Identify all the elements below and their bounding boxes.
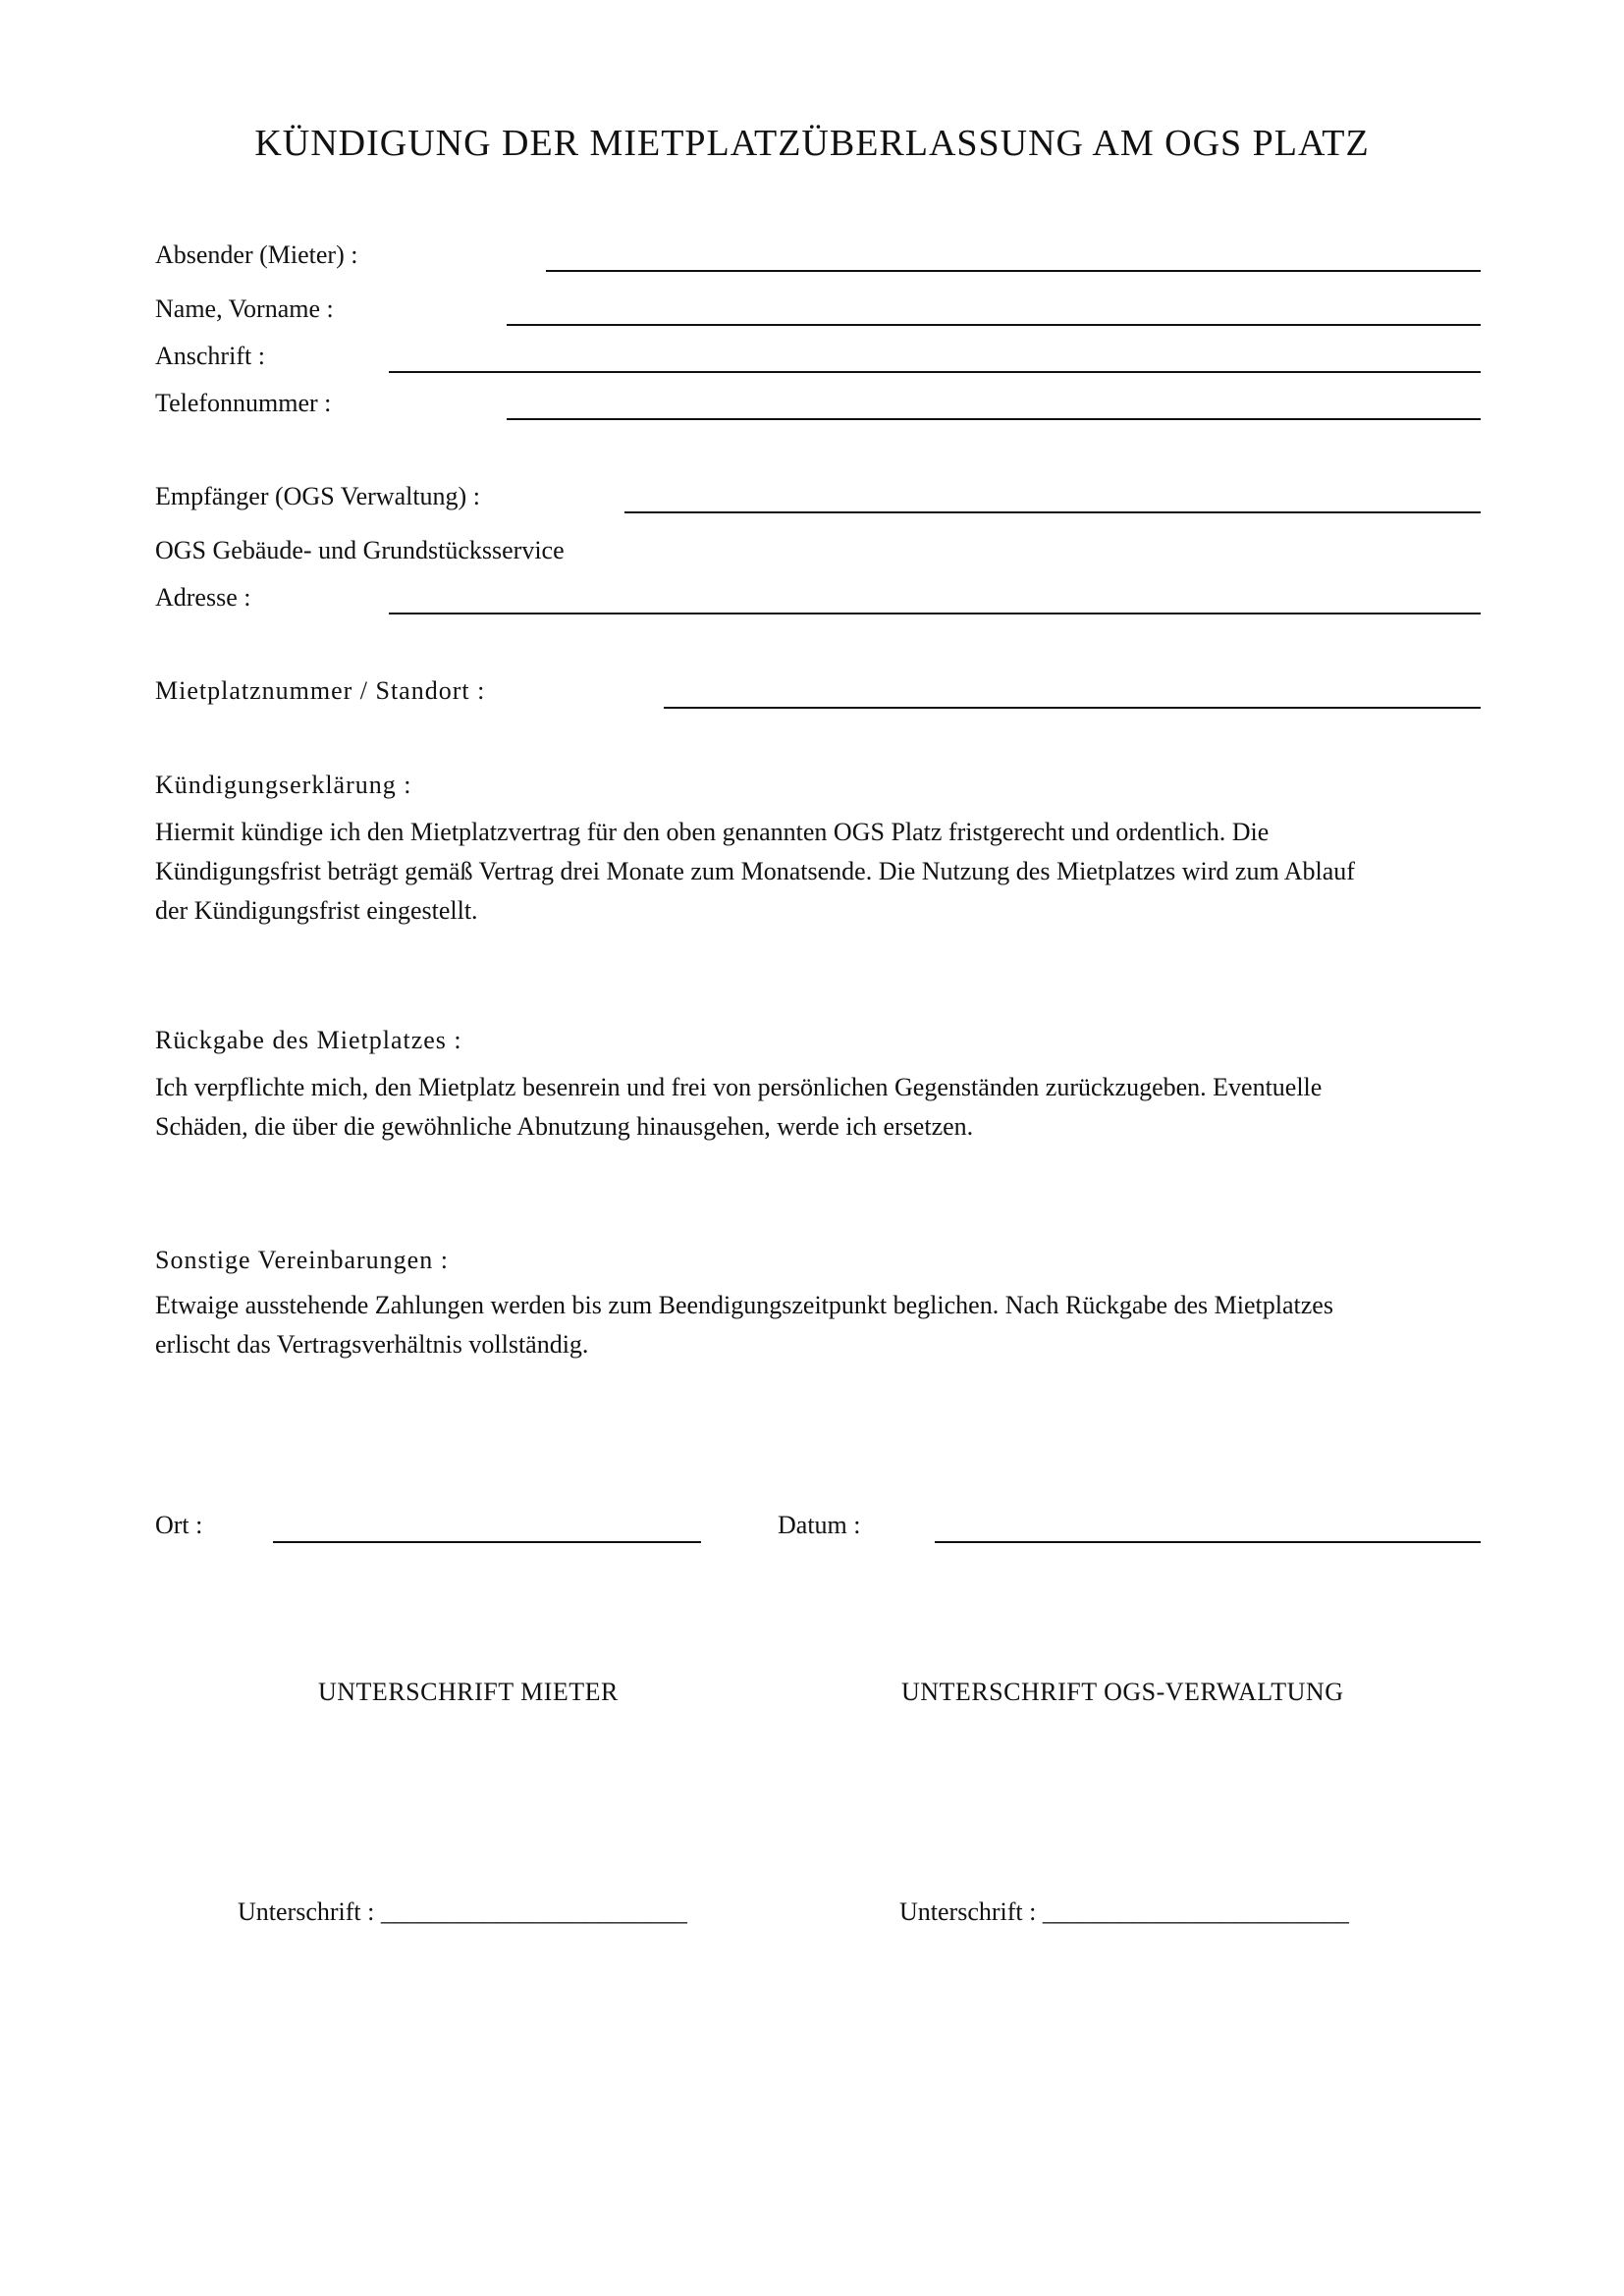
recipient-address-label: Adresse : [155,583,251,612]
termination-line: Hiermit kündige ich den Mietplatzvertrag für den oben genannten OGS Platz fristgerecht und ordentlich. Die [155,818,1270,846]
termination-heading: Kündigungserklärung : [155,771,412,799]
sender-field[interactable] [546,270,1481,272]
location-label: Mietplatznummer / Standort : [155,676,486,705]
phone-label: Telefonnummer : [155,389,332,417]
document-title: KÜNDIGUNG DER MIETPLATZÜBERLASSUNG AM OGS PLATZ [254,123,1370,164]
place-field[interactable] [273,1541,701,1543]
date-field[interactable] [935,1541,1481,1543]
name-field[interactable] [507,324,1481,326]
recipient-heading: Empfänger (OGS Verwaltung) : [155,482,480,510]
other-line: Etwaige ausstehende Zahlungen werden bis zum Beendigungszeitpunkt beglichen. Nach Rückgabe des Mietplatzes [155,1291,1333,1319]
other-line: erlischt das Vertragsverhältnis vollständig. [155,1330,589,1359]
address-field[interactable] [389,371,1481,373]
termination-line: Kündigungsfrist beträgt gemäß Vertrag drei Monate zum Monatsende. Die Nutzung des Mietplatzes wird zum Ablauf [155,857,1355,885]
other-heading: Sonstige Vereinbarungen : [155,1246,449,1274]
termination-text [155,813,1490,931]
tenant-signature-field[interactable]: Unterschrift : ________________________ [238,1897,687,1926]
return-line: Ich verpflichte mich, den Mietplatz besenrein und frei von persönlichen Gegenständen zurückzugeben. Eventuelle [155,1073,1323,1101]
admin-signature-field[interactable]: Unterschrift : ________________________ [899,1897,1349,1926]
return-text [155,1068,1490,1147]
place-label: Ort : [155,1511,203,1539]
recipient-address-field[interactable] [389,613,1481,614]
recipient-company: OGS Gebäude- und Grundstücksservice [155,536,565,564]
sender-heading: Absender (Mieter) : [155,240,358,269]
name-label: Name, Vorname : [155,294,334,323]
phone-field[interactable] [507,418,1481,420]
recipient-field[interactable] [624,511,1481,513]
tenant-signature-heading: UNTERSCHRIFT MIETER [318,1678,619,1706]
location-field[interactable] [664,707,1481,709]
address-label: Anschrift : [155,342,265,370]
other-text [155,1286,1490,1364]
termination-line: der Kündigungsfrist eingestellt. [155,896,478,925]
date-label: Datum : [778,1511,861,1539]
return-line: Schäden, die über die gewöhnliche Abnutzung hinausgehen, werde ich ersetzen. [155,1112,974,1141]
return-heading: Rückgabe des Mietplatzes : [155,1026,462,1054]
admin-signature-heading: UNTERSCHRIFT OGS-VERWALTUNG [901,1678,1344,1706]
